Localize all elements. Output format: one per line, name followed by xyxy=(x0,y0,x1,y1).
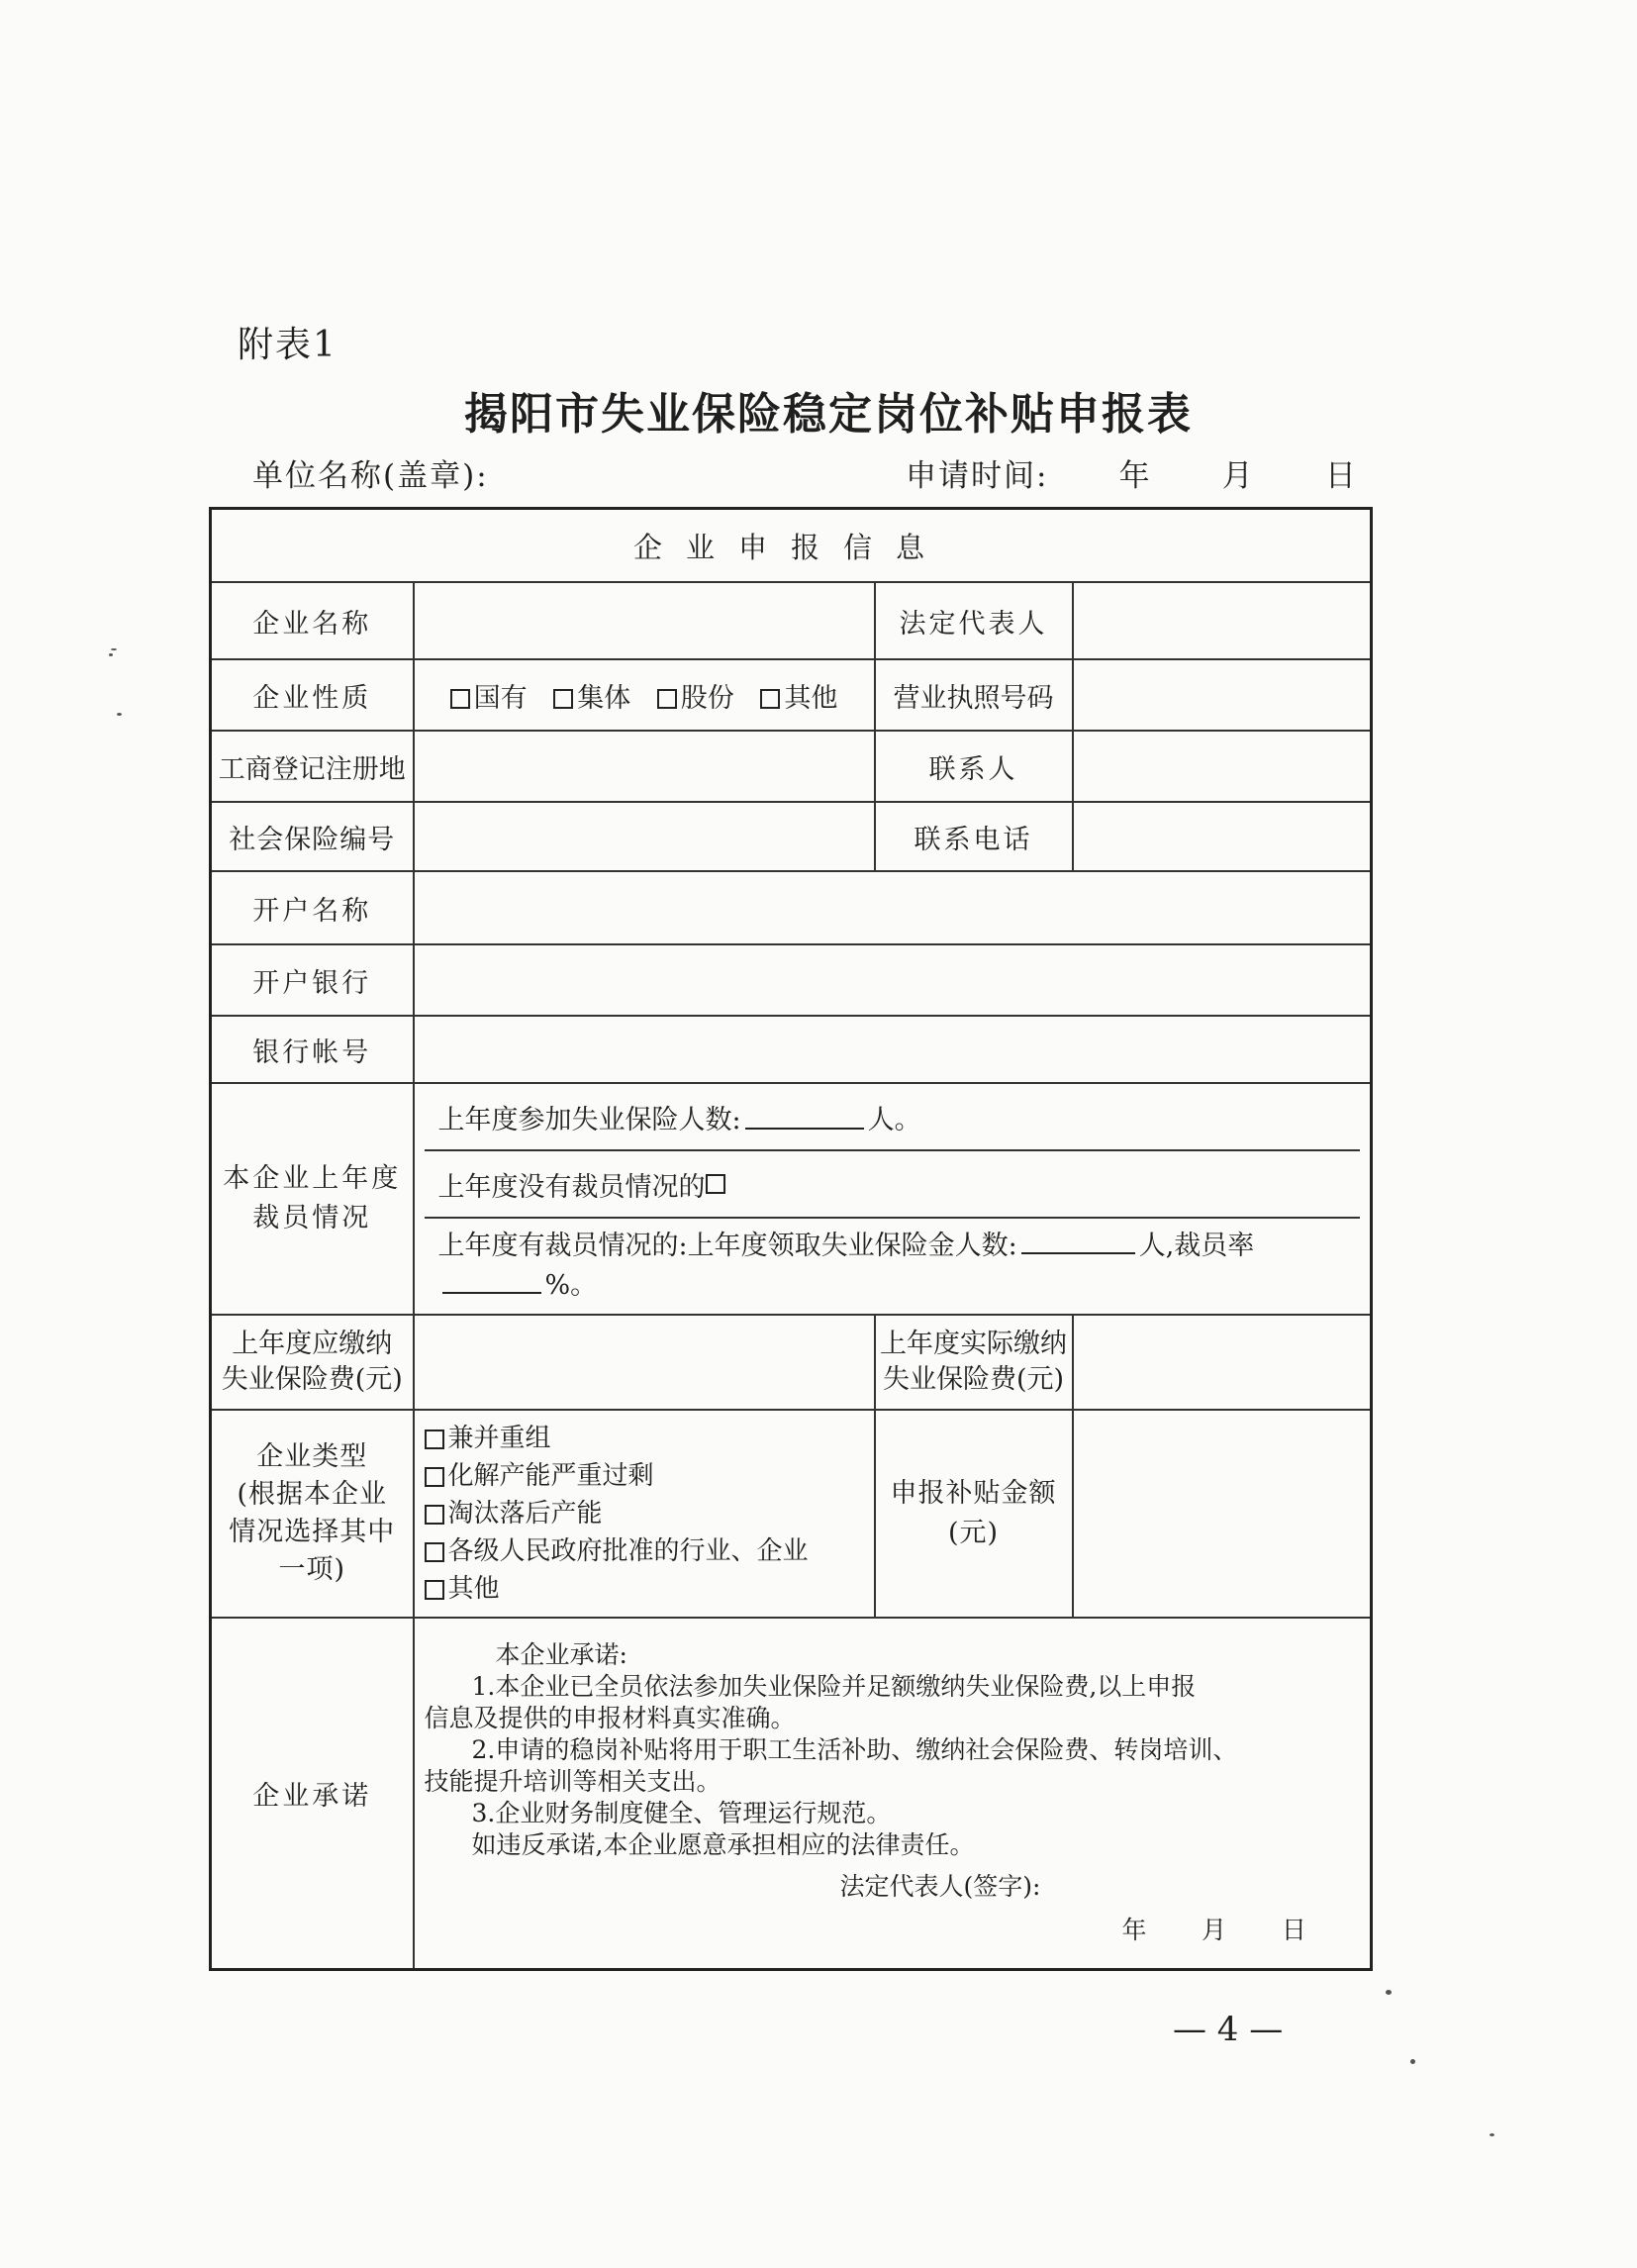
paid-fee-field[interactable] xyxy=(1073,1315,1372,1410)
scan-speck xyxy=(109,653,113,656)
scan-speck xyxy=(1490,2133,1494,2136)
checkbox-icon xyxy=(450,689,470,709)
nature-option-other[interactable]: 其他 xyxy=(760,683,837,714)
nature-option-collective[interactable]: 集体 xyxy=(553,683,630,714)
contact-phone-field[interactable] xyxy=(1073,802,1372,871)
account-no-field[interactable] xyxy=(414,1016,1372,1083)
subsidy-amount-label: 申报补贴金额 (元) xyxy=(875,1410,1073,1618)
reg-place-field[interactable] xyxy=(414,731,875,802)
bank-label: 开户银行 xyxy=(211,944,414,1016)
signature-line[interactable]: 法定代表人(签字): xyxy=(839,1872,1041,1902)
unit-name-label: 单位名称(盖章): xyxy=(252,458,489,494)
scan-speck xyxy=(1410,2059,1415,2064)
nature-option-shares[interactable]: 股份 xyxy=(657,683,734,714)
bank-field[interactable] xyxy=(414,944,1372,1016)
checkbox-icon xyxy=(760,689,780,709)
promise-label: 企业承诺 xyxy=(211,1618,414,1969)
attachment-label: 附表1 xyxy=(238,325,337,365)
company-name-field[interactable] xyxy=(414,582,875,659)
layoff-line-rate: 上年度有裁员情况的:上年度领取失业保险金人数: 人,裁员率 %。 xyxy=(437,1231,1255,1301)
checkbox-icon xyxy=(425,1430,444,1449)
scan-speck xyxy=(111,648,117,650)
checkbox-icon xyxy=(425,1542,444,1562)
company-type-options xyxy=(414,1410,875,1618)
company-type-label: 企业类型 (根据本企业 情况选择其中 一项) xyxy=(211,1410,414,1618)
social-ins-no-label: 社会保险编号 xyxy=(211,802,414,871)
reg-place-label: 工商登记注册地 xyxy=(211,731,414,802)
account-name-label: 开户名称 xyxy=(211,871,414,944)
type-option-other[interactable]: 其他 xyxy=(425,1570,864,1608)
legal-rep-field[interactable] xyxy=(1073,582,1372,659)
social-ins-no-field[interactable] xyxy=(414,802,875,871)
contact-label: 联系人 xyxy=(875,731,1073,802)
checkbox-icon xyxy=(425,1580,444,1600)
license-no-field[interactable] xyxy=(1073,659,1372,731)
scan-speck xyxy=(1386,1990,1392,1995)
subsidy-amount-field[interactable] xyxy=(1073,1410,1372,1618)
apply-date xyxy=(906,450,1358,495)
account-name-field[interactable] xyxy=(414,871,1372,944)
promise-content: 本企业承诺: 1.本企业已全员依法参加失业保险并足额缴纳失业保险费,以上申报 信息及提供的申报材料真实准确。 2.申请的稳岗补贴将用于职工生活补助、缴纳社会保险费、转岗培训、 技能提升培训等相关支出。 3.企业财务制度健全、管理运行规范。 如违反承诺,本企业愿意承担相应的法律责任。 法定代表人(签字): 年 月 日 xyxy=(414,1618,1372,1969)
type-option-approved[interactable]: 各级人民政府批准的行业、企业 xyxy=(425,1532,864,1570)
date-year: 年 xyxy=(1118,458,1152,494)
insured-count-blank[interactable] xyxy=(745,1104,864,1130)
date-month: 月 xyxy=(1221,458,1255,494)
type-option-merger[interactable]: 兼并重组 xyxy=(425,1420,864,1457)
type-option-overcapacity[interactable]: 化解产能严重过剩 xyxy=(425,1457,864,1495)
nature-option-state[interactable]: 国有 xyxy=(450,683,528,714)
section-header: 企业申报信息 xyxy=(211,509,1372,583)
signature-date: 年 月 日 xyxy=(1121,1916,1306,1945)
checkbox-icon xyxy=(425,1467,444,1487)
type-option-eliminate[interactable]: 淘汰落后产能 xyxy=(425,1495,864,1532)
company-nature-options xyxy=(414,659,875,731)
application-form-table xyxy=(209,507,1373,1971)
page-number: — 4 — xyxy=(1173,2010,1284,2049)
benefit-count-blank[interactable] xyxy=(1021,1229,1135,1254)
no-layoff-checkbox-icon[interactable] xyxy=(706,1174,725,1194)
company-nature-label: 企业性质 xyxy=(211,659,414,731)
checkbox-icon xyxy=(425,1505,444,1525)
apply-time-label: 申请时间: xyxy=(906,458,1049,494)
layoff-line-insured: 上年度参加失业保险人数: 人。 xyxy=(425,1084,1361,1151)
layoff-rate-blank[interactable] xyxy=(442,1268,541,1294)
scan-speck xyxy=(117,713,122,716)
checkbox-icon xyxy=(553,689,573,709)
form-title: 揭阳市失业保险稳定岗位补贴申报表 xyxy=(464,389,1193,440)
contact-phone-label: 联系电话 xyxy=(875,802,1073,871)
account-no-label: 银行帐号 xyxy=(211,1016,414,1083)
legal-rep-label: 法定代表人 xyxy=(875,582,1073,659)
company-name-label: 企业名称 xyxy=(211,582,414,659)
contact-field[interactable] xyxy=(1073,731,1372,802)
layoff-label: 本企业上年度 裁员情况 xyxy=(211,1083,414,1315)
checkbox-icon xyxy=(657,689,677,709)
due-fee-label: 上年度应缴纳 失业保险费(元) xyxy=(211,1315,414,1410)
paid-fee-label: 上年度实际缴纳 失业保险费(元) xyxy=(875,1315,1073,1410)
date-day: 日 xyxy=(1324,458,1358,494)
license-no-label: 营业执照号码 xyxy=(875,659,1073,731)
layoff-section xyxy=(414,1083,1372,1315)
due-fee-field[interactable] xyxy=(414,1315,875,1410)
layoff-line-none: 上年度没有裁员情况的 xyxy=(425,1151,1361,1219)
